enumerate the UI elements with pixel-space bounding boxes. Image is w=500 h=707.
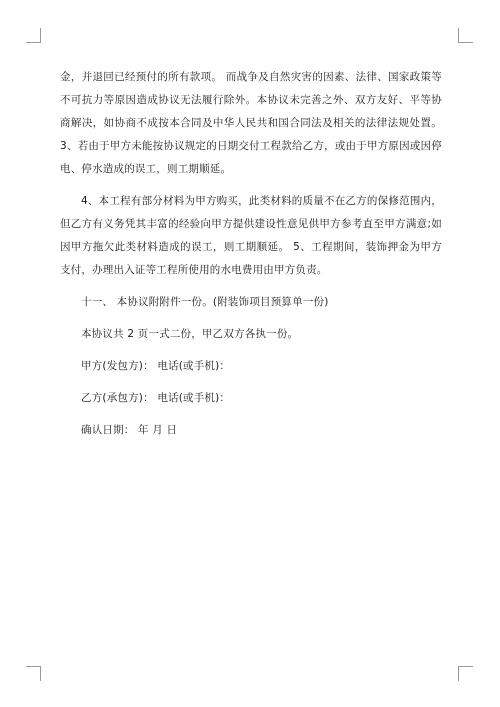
crop-mark-bottom-right	[458, 666, 473, 681]
confirm-date-line: 确认日期： 年 月 日	[81, 424, 178, 436]
crop-mark-top-right	[458, 28, 473, 43]
copies-line: 本协议共 2 页一式二份，甲乙双方各执一份。	[81, 328, 299, 340]
party-a-line: 甲方(发包方)： 电话(或手机)：	[81, 360, 231, 372]
crop-mark-bottom-left	[26, 666, 41, 681]
paragraph-termination-clause: 金，并退回已经预付的所有款项。 而战争及自然灾害的因素、法律、国家政策等不可抗力等原因造成协议无法履行除外。本协议未完善之外、双方友好、平等协商解决，如协商不成按本合同及中华人民共和国合同法及相关的法律法规处置。 3、若由于甲方未能按协议规定的日期交付工程款给乙方，或由于甲方原因或因停电、停水造成的误工，则工期顺延。	[60, 71, 442, 175]
paragraph-materials-clause: 4、本工程有部分材料为甲方购买，此类材料的质量不在乙方的保修范围内，但乙方有义务凭其丰富的经验向甲方提供建设性意见供甲方参考直至甲方满意;如因甲方拖欠此类材料造成的误工，则工期顺延。 5、工程期间，装饰押金为甲方支付，办理出入证等工程所使用的水电费用由甲方负责。	[60, 195, 442, 276]
attachment-line: 十一、 本协议附附件一份。(附装饰项目预算单一份)	[81, 296, 329, 308]
document-body	[60, 66, 442, 442]
party-b-line: 乙方(承包方)： 电话(或手机)：	[81, 392, 231, 404]
crop-mark-top-left	[26, 28, 41, 43]
